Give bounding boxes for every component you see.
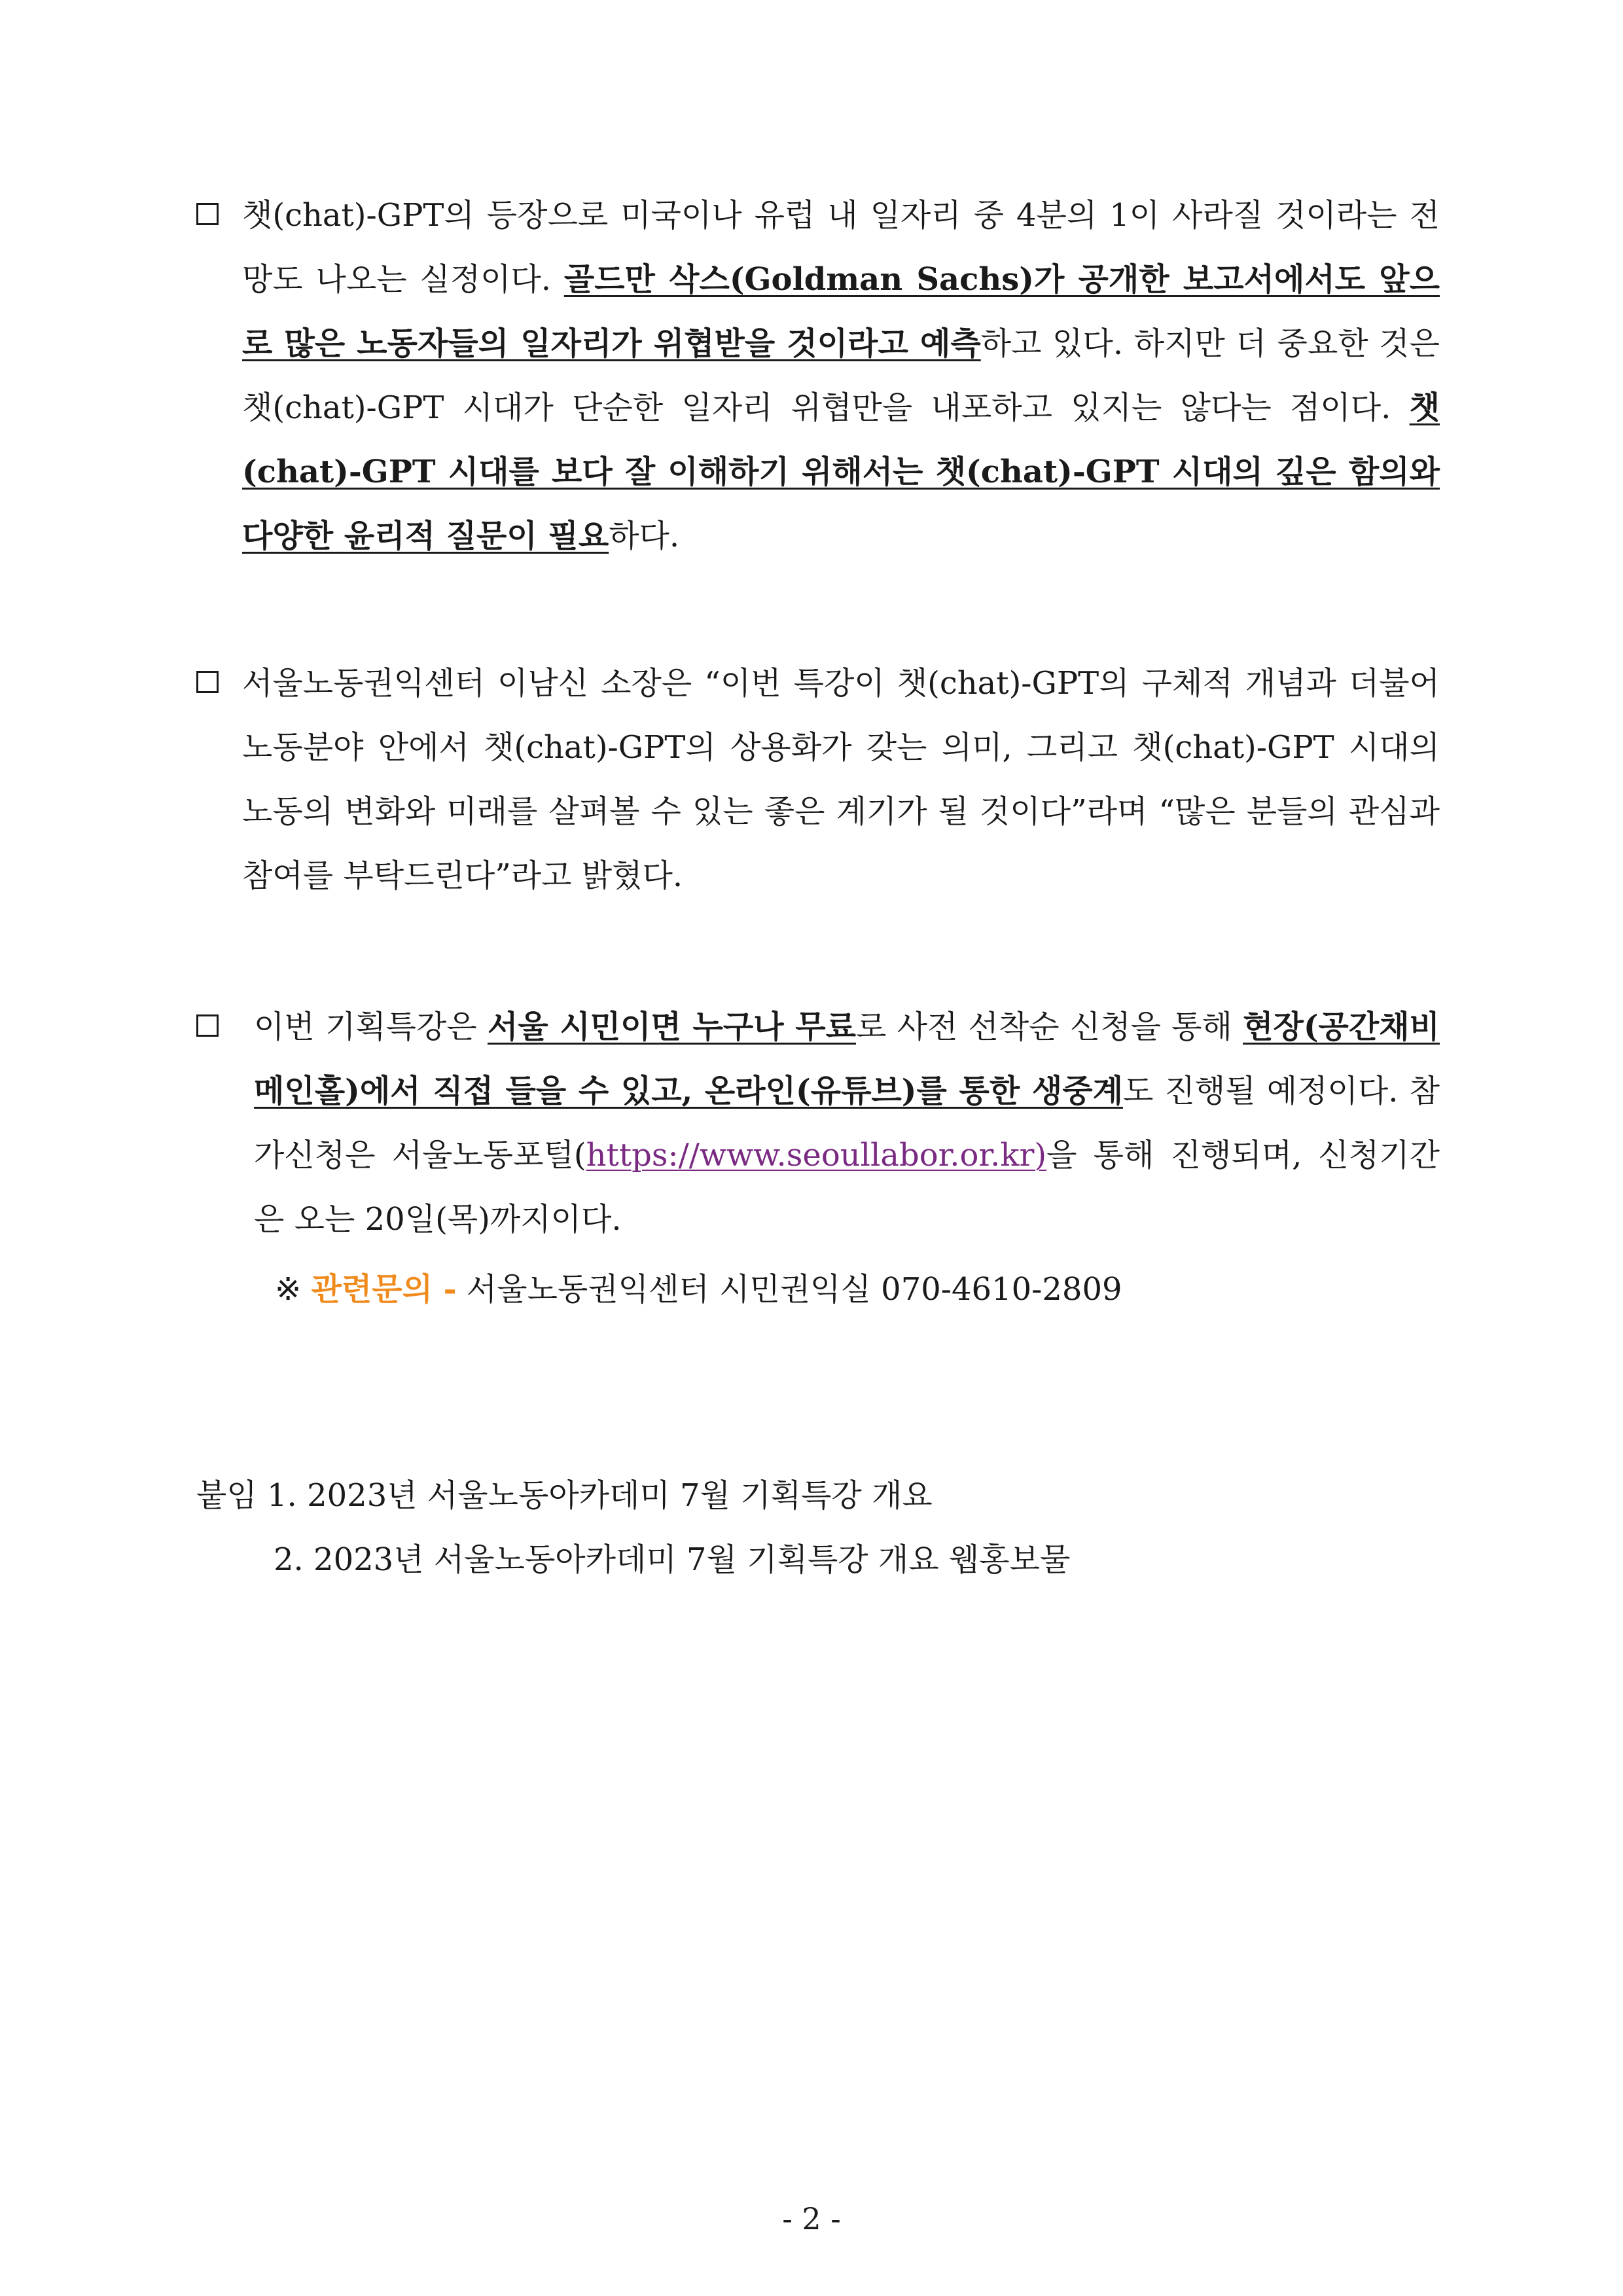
- text-segment: 로 사전 선착순 신청을 통해: [856, 1009, 1243, 1045]
- checkbox-bullet: [196, 1014, 219, 1037]
- text-segment: 챗(chat)-GPT의 등장으로 미국이나 유럽 내 일자리 중 4분의 1이 사라질 것이라는 전망도 나오는 실정이다.: [242, 197, 1440, 298]
- inquiry-line: [275, 1270, 1122, 1309]
- emphasis-segment: 골드만 삭스(Goldman Sachs)가 공개한 보고서에서도 앞으로 많은 노동자들의 일자리가 위협받을 것이라고 예측: [242, 261, 1440, 362]
- page-number: - 2 -: [782, 2201, 841, 2236]
- text-segment: 이번 기획특강은: [254, 1009, 488, 1045]
- text-segment: 서울노동권익센터 이남신 소장은 “이번 특강이 챗(chat)-GPT의 구체적 개념과 더불어 노동분야 안에서 챗(chat)-GPT의 상용화가 갖는 의미, 그리고 챗(chat)-GPT 시대의 노동의 변화와 미래를 살펴볼 수 있는 좋은 계기가 될 것이다”라며 “많은 분들의 관심과 참여를 부탁드린다”라고 밝혔다.: [242, 665, 1440, 894]
- emphasis-segment: 현장(공간채비 메인홀)에서 직접 들을 수 있고, 온라인(유튜브)를 통한 생중계: [254, 1009, 1440, 1109]
- emphasis-segment: 챗(chat)-GPT 시대를 보다 잘 이해하기 위해서는 챗(chat)-GPT 시대의 깊은 함의와 다양한 윤리적 질문이 필요: [242, 389, 1440, 554]
- paragraph-text: [242, 651, 1440, 908]
- portal-link[interactable]: https://www.seoullabor.or.kr): [586, 1137, 1047, 1174]
- paragraph-2: [196, 651, 1440, 908]
- text-segment: 하다.: [609, 518, 680, 554]
- attachment-line-2: [274, 1540, 1070, 1579]
- attachment-line-1: [196, 1476, 933, 1515]
- inquiry-label: 관련문의 -: [311, 1271, 457, 1308]
- paragraph-text: [242, 995, 1440, 1251]
- paragraph-text: [242, 183, 1440, 568]
- emphasis-segment: 서울 시민이면 누구나 무료: [487, 1009, 857, 1045]
- attachment-label: 붙임: [196, 1477, 257, 1514]
- text-segment: 하고 있다. 하지만 더 중요한 것은 챗(chat)-GPT 시대가 단순한 일자리 위협만을 내포하고 있지는 않다는 점이다.: [242, 325, 1440, 426]
- inquiry-contact: 서울노동권익센터 시민권익실 070-4610-2809: [466, 1271, 1122, 1308]
- text-segment: 도 진행될 예정이다. 참가신청은 서울노동포털(: [254, 1073, 1440, 1174]
- attachment-item: 2. 2023년 서울노동아카데미 7월 기획특강 개요 웹홍보물: [274, 1541, 1071, 1578]
- checkbox-bullet: [196, 203, 219, 225]
- paragraph-3: [196, 995, 1440, 1251]
- reference-mark: ※: [275, 1271, 302, 1308]
- checkbox-bullet: [196, 671, 219, 693]
- attachment-item: 1. 2023년 서울노동아카데미 7월 기획특강 개요: [267, 1477, 933, 1514]
- paragraph-1: [196, 183, 1440, 568]
- text-segment: 을 통해 진행되며, 신청기간은 오는 20일(목)까지이다.: [254, 1137, 1440, 1238]
